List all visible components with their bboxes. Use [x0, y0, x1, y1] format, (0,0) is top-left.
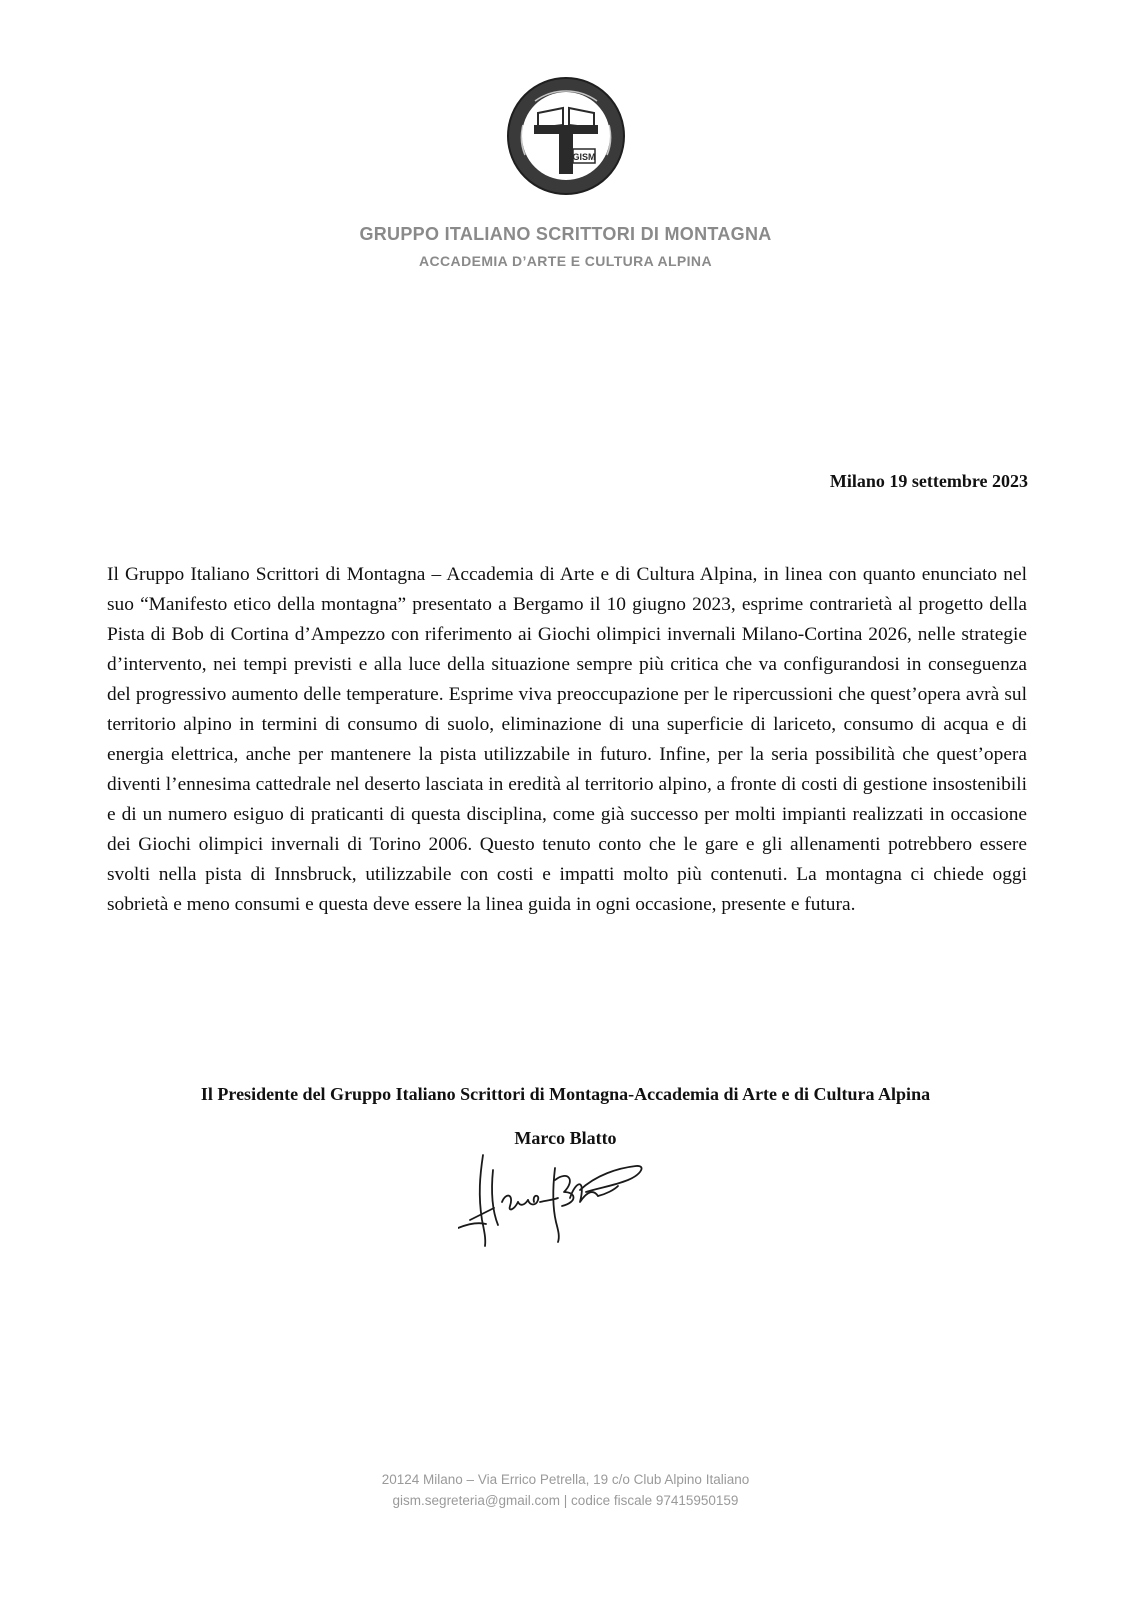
letter-body [107, 560, 1027, 920]
letter-date: Milano 19 settembre 2023 [829, 471, 1028, 491]
footer-contact: gism.segreteria@gmail.com | codice fiscale 97415950159 [392, 1493, 739, 1508]
signatory-name: Marco Blatto [514, 1128, 617, 1148]
footer-address: 20124 Milano – Via Errico Petrella, 19 c/o Club Alpino Italiano [381, 1472, 750, 1487]
signatory-title: Il Presidente del Gruppo Italiano Scrittori di Montagna-Accademia di Arte e di Cultura Alpina [200, 1084, 931, 1104]
body-paragraph: Il Gruppo Italiano Scrittori di Montagna – Accademia di Arte e di Cultura Alpina, in linea con quanto enunciato nel suo “Manifesto etico della montagna” presentato a Bergamo il 10 giugno 2023, esprime contrarietà al progetto della Pista di Bob di Cortina d’Ampezzo con riferimento ai Giochi olimpici invernali Milano-Cortina 2026, nelle strategie d’intervento, nei tempi previsti e alla luce della situazione sempre più critica che va configurandosi in conseguenza del progressivo aumento delle temperature. Esprime viva preoccupazione per le ripercussioni che quest’opera avrà sul territorio alpino in termini di consumo di suolo, eliminazione di una superficie di lariceto, consumo di acqua e di energia elettrica, anche per mantenere la pista utilizzabile in futuro. Infine, per la seria possibilità che quest’opera diventi l’ennesima cattedrale nel deserto lasciata in eredità al territorio alpino, a fronte di costi di gestione insostenibili e di un numero esiguo di praticanti di questa disciplina, come già successo per molti impianti realizzati in occasione dei Giochi olimpici invernali di Torino 2006. Questo tenuto conto che le gare e gli allenamenti potrebbero essere svolti nella pista di Innsbruck, utilizzabile con costi e impatti molto più contenuti. La montagna ci chiede oggi sobrietà e meno consumi e questa deve essere la linea guida in ogni occasione, presente e futura. [107, 564, 1027, 915]
handwritten-signature [458, 1150, 658, 1250]
gism-logo [505, 75, 627, 197]
org-name: GRUPPO ITALIANO SCRITTORI DI MONTAGNA [359, 224, 772, 244]
svg-text:GISM: GISM [572, 152, 596, 162]
org-subtitle: ACCADEMIA D’ARTE E CULTURA ALPINA [419, 253, 712, 269]
